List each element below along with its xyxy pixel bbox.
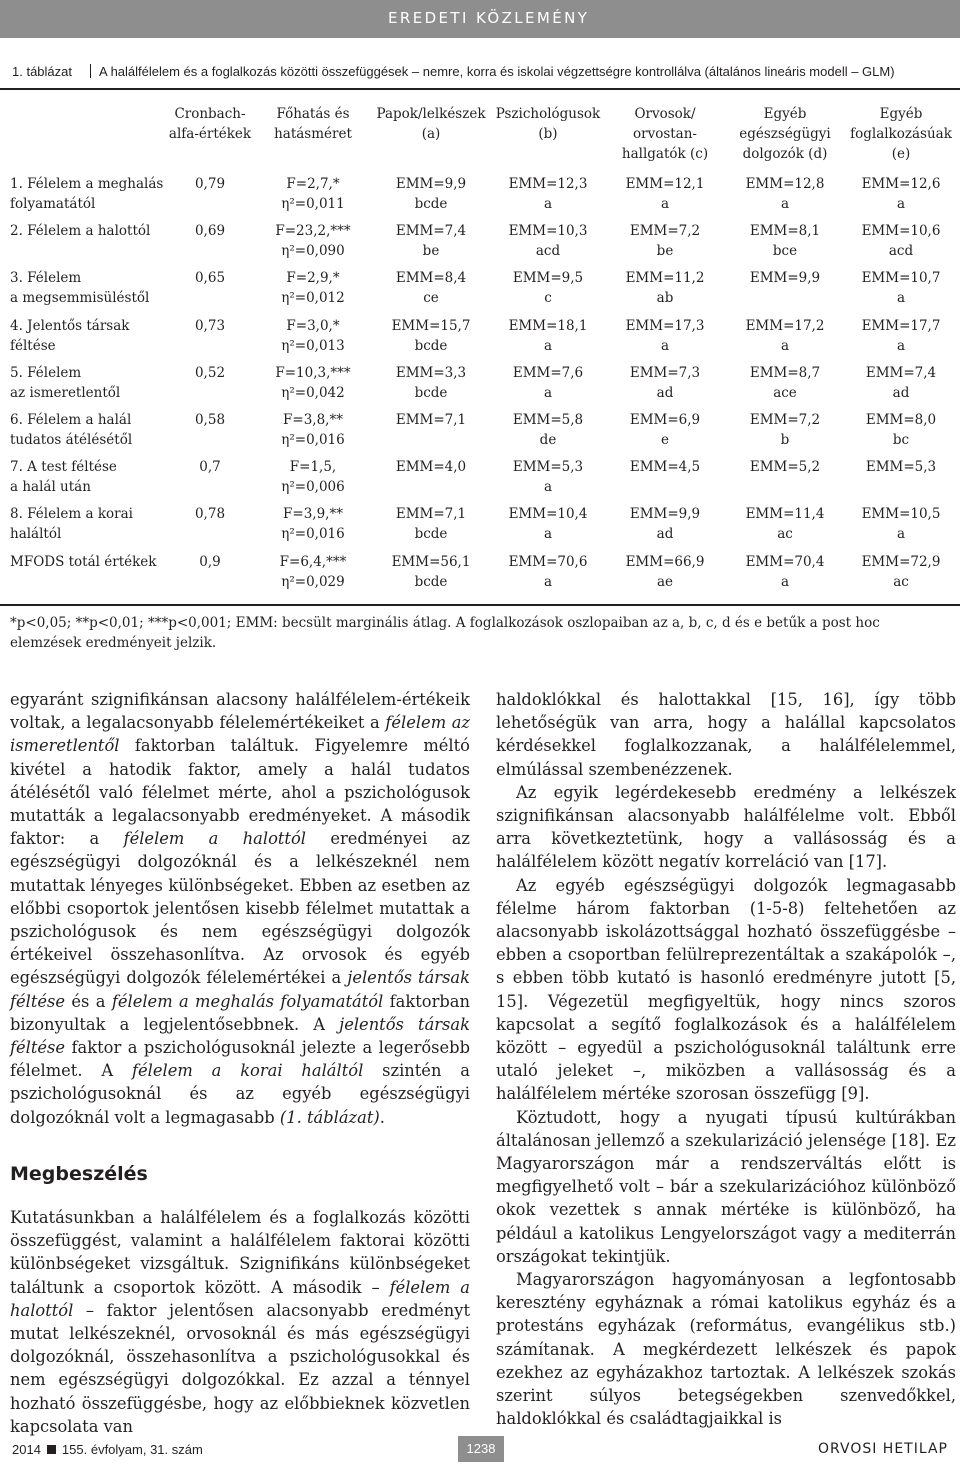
row-label: [10, 410, 132, 450]
row-label: [10, 457, 117, 497]
table-header-line: Egyéb: [879, 106, 923, 122]
left-paragraph-1: [10, 688, 470, 1129]
posthoc-letters: a: [780, 338, 790, 354]
posthoc-letters: ad: [656, 526, 674, 542]
row-label-line: 1. Félelem a meghalás: [10, 176, 164, 192]
effect-line: F=10,3,***: [275, 365, 351, 381]
emm-value: EMM=12,3: [508, 176, 588, 192]
emm-cell-e: [866, 363, 936, 403]
posthoc-letters: ad: [892, 385, 910, 401]
posthoc-letters: ce: [423, 290, 439, 306]
row-label-line: a megsemmisüléstől: [10, 290, 150, 306]
right-paragraph: Az egyéb egészségügyi dolgozók legmagasabb félelme három faktorban (1-5-8) feltehetően az alacsonyabb iskolázottsággal hozható összefüggésbe – ebben a csoportban felülreprezentáltak a szakápolók –, s ebben több kutató is hasonló eredményre jutott [5, 15]. Végezetül megfigyeltük, hogy nincs szoros kapcsolat a segítő foglalkozások és a halálfélelem között – egyedül a pszichológusoknál találtunk erre utaló jeleket –, miközben a vallásosság és a halálfélelem mértéke szorosan összefügg [9].: [496, 875, 956, 1104]
effect-cell: [280, 552, 347, 592]
effect-line: η²=0,042: [281, 385, 345, 401]
posthoc-letters: acd: [535, 243, 561, 259]
effect-line: F=1,5,: [289, 459, 337, 475]
emm-value: EMM=70,4: [745, 554, 825, 570]
emm-value: EMM=18,1: [508, 318, 588, 334]
emm-value: EMM=12,6: [861, 176, 941, 192]
emm-cell-d: [750, 457, 820, 497]
footer-issue: 155. évfolyam, 31. szám: [61, 1442, 203, 1457]
posthoc-letters: acd: [888, 243, 914, 259]
emm-cell-a: [396, 268, 466, 308]
emm-value: EMM=10,7: [861, 270, 941, 286]
emm-cell-a: [396, 221, 466, 261]
posthoc-letters: be: [656, 243, 674, 259]
emm-value: EMM=10,3: [508, 223, 588, 239]
row-label-line: féltése: [10, 338, 56, 354]
body-text: és a: [65, 991, 112, 1011]
emm-cell-e: [862, 174, 941, 214]
posthoc-letters: a: [896, 338, 906, 354]
journal-name: ORVOSI HETILAP: [818, 1441, 948, 1457]
table-header-2: [376, 104, 485, 144]
body-text: faktor a pszichológusoknál jelezte a legerősebb félelmet. A: [10, 1038, 470, 1081]
table-header-1: [274, 104, 352, 144]
effect-line: η²=0,012: [281, 290, 345, 306]
emphasis-text: jelentős társak féltése: [10, 1014, 470, 1058]
body-text: faktorban bizonyultak a legjelentősebbnek. A: [10, 991, 470, 1034]
row-label: [10, 221, 150, 241]
emm-cell-a: [392, 552, 471, 592]
table-header-line: dolgozók (d): [742, 146, 828, 162]
row-label-line: az ismeretlentől: [10, 385, 121, 401]
posthoc-letters: b: [780, 432, 790, 448]
emphasis-text: félelem a korai haláltól: [131, 1061, 364, 1081]
posthoc-letters: [396, 477, 466, 497]
emm-value: EMM=15,7: [391, 318, 471, 334]
table-footnote: *p<0,05; **p<0,01; ***p<0,001; EMM: becsült marginális átlag. A foglalkozások oszlopaiban az a, b, c, d és e betűk a post hoc elemzések eredményeit jelzik.: [10, 615, 880, 651]
emm-cell-d: [746, 504, 825, 544]
posthoc-letters: a: [660, 196, 670, 212]
emm-value: EMM=12,1: [625, 176, 705, 192]
emm-cell-e: [862, 504, 941, 544]
table-header-0: [169, 104, 251, 144]
row-label-line: a halál után: [10, 479, 91, 495]
posthoc-letters: bcde: [414, 574, 448, 590]
body-text: eredményei az egészségügyi dolgozóknál és a lelkészeknél nem mutattak lényeges különbségeket. Ebben az esetben az előbbi csoportok jelentősen kisebb félelmet mutattak a pszichológusok és nem egészségügyi dolgozók értékeivel összehasonlítva. Az orvosok és egyéb egészségügyi dolgozók félelemértékei a: [10, 829, 470, 988]
row-label-line: 5. Félelem: [10, 365, 82, 381]
emm-value: EMM=5,3: [512, 459, 584, 475]
table-header-line: (e): [891, 146, 911, 162]
table-caption-label: 1. táblázat: [12, 64, 72, 79]
emm-cell-d: [750, 221, 820, 261]
emm-value: EMM=8,1: [749, 223, 821, 239]
emm-value: EMM=8,4: [395, 270, 467, 286]
posthoc-letters: ac: [777, 526, 793, 542]
emm-value: EMM=7,2: [629, 223, 701, 239]
alpha-cell: 0,79: [194, 176, 226, 192]
body-text: faktorban találtuk. Figyelemre méltó kivétel a hatodik faktor, amely a halál tudatos átélésétől való félelmet mérte, ahol a pszichológusok mutatták a legalacsonyabb eredményeket. A második faktor: a: [10, 736, 470, 849]
posthoc-letters: c: [544, 290, 552, 306]
emm-value: EMM=10,4: [508, 506, 588, 522]
posthoc-letters: a: [896, 526, 906, 542]
emm-value: EMM=9,9: [749, 270, 821, 286]
emm-cell-b: [509, 221, 588, 261]
effect-line: F=3,0,*: [286, 318, 340, 334]
posthoc-letters: bcde: [414, 338, 448, 354]
emm-value: EMM=7,2: [749, 412, 821, 428]
posthoc-letters: [866, 477, 936, 497]
effect-cell: [281, 174, 344, 214]
table-header-line: Főhatás és: [276, 106, 350, 122]
right-column: [496, 688, 956, 1431]
effect-cell: [281, 457, 344, 497]
effect-line: F=3,9,**: [283, 506, 343, 522]
effect-cell: [281, 316, 344, 356]
table-header-line: Orvosok/: [634, 106, 696, 122]
emm-value: EMM=56,1: [391, 554, 471, 570]
alpha-cell: 0,73: [194, 318, 226, 334]
posthoc-letters: a: [543, 526, 553, 542]
table-header-line: hallgatók (c): [621, 146, 709, 162]
footer-year: 2014: [12, 1442, 41, 1457]
posthoc-letters: [630, 477, 700, 497]
caption-divider: [90, 64, 91, 78]
emm-value: EMM=10,5: [861, 506, 941, 522]
table-header-line: Pszichológusok: [495, 106, 601, 122]
effect-line: F=3,8,**: [283, 412, 343, 428]
row-label-line: 6. Félelem a halál: [10, 412, 132, 428]
emm-cell-b: [513, 268, 583, 308]
body-text: .: [379, 1107, 385, 1127]
emm-cell-a: [396, 174, 466, 214]
table-header-line: egészségügyi: [739, 126, 831, 142]
table-header-line: Egyéb: [763, 106, 807, 122]
emm-value: EMM=7,4: [865, 365, 937, 381]
posthoc-letters: ad: [656, 385, 674, 401]
posthoc-letters: [750, 288, 820, 308]
emm-value: EMM=5,2: [749, 459, 821, 475]
table-header-3: [496, 104, 600, 144]
alpha-cell: 0,69: [194, 223, 226, 239]
posthoc-letters: [750, 477, 820, 497]
posthoc-letters: ab: [656, 290, 674, 306]
emm-value: EMM=17,2: [745, 318, 825, 334]
emm-cell-b: [509, 316, 588, 356]
emm-value: EMM=8,7: [749, 365, 821, 381]
body-text: Kutatásunkban a halálfélelem és a foglalkozás közötti összefüggést, valamint a halálfélelem faktorai közötti különbségeket vizsgáltuk. Szignifikáns különbségeket találtunk a csoportok között. A második –: [10, 1208, 470, 1297]
emm-value: EMM=5,8: [512, 412, 584, 428]
row-label: [10, 504, 133, 544]
emm-value: EMM=7,1: [395, 506, 467, 522]
emm-value: EMM=7,6: [512, 365, 584, 381]
emm-value: EMM=4,5: [629, 459, 701, 475]
effect-cell: [281, 410, 344, 450]
row-label-line: 7. A test féltése: [10, 459, 117, 475]
emm-cell-a: [392, 316, 471, 356]
row-label: [10, 363, 120, 403]
effect-cell: [275, 221, 350, 261]
emm-value: EMM=9,9: [629, 506, 701, 522]
effect-line: η²=0,029: [281, 574, 345, 590]
effect-cell: [275, 363, 350, 403]
posthoc-letters: bce: [772, 243, 798, 259]
emm-cell-b: [513, 363, 583, 403]
section-header-bar: [0, 0, 960, 38]
row-label: [10, 552, 156, 572]
effect-line: F=6,4,***: [279, 554, 347, 570]
emm-cell-a: [396, 410, 466, 450]
posthoc-letters: a: [780, 196, 790, 212]
table-header-line: hatásméret: [274, 126, 352, 142]
emm-cell-c: [630, 363, 700, 403]
emm-cell-c: [626, 174, 705, 214]
right-paragraph: Köztudott, hogy a nyugati típusú kultúrákban általánosan jellemző a szekularizáció jelensége [18]. Ez Magyarországon már a rendszerváltás előtt is megfigyelhető volt – bár a szekularizációhoz különböző okok vezettek s annak mértéke is különböző, ha például a katolikus Lengyelországot vagy a mediterrán országokat tekintjük.: [496, 1107, 956, 1266]
table-caption-text: A halálfélelem és a foglalkozás közötti összefüggések – nemre, korra és iskolai végzettségre kontrollálva (általános lineáris modell – GLM): [99, 64, 895, 79]
effect-line: η²=0,006: [281, 479, 345, 495]
posthoc-letters: ae: [656, 574, 674, 590]
alpha-cell: 0,78: [194, 506, 226, 522]
emm-cell-c: [626, 552, 705, 592]
row-label: [10, 174, 163, 214]
table-header-5: [739, 104, 831, 164]
emphasis-text: félelem a halottól: [10, 1277, 470, 1320]
left-column: [10, 688, 470, 1438]
emm-cell-e: [862, 268, 941, 308]
effect-line: η²=0,013: [281, 338, 345, 354]
emm-cell-e: [862, 552, 941, 592]
section-title: EREDETI KÖZLEMÉNY: [388, 9, 590, 27]
row-label-line: 3. Félelem: [10, 270, 82, 286]
emm-cell-c: [626, 268, 705, 308]
effect-cell: [281, 504, 344, 544]
left-paragraph-2: [10, 1206, 470, 1438]
emm-cell-e: [866, 457, 936, 497]
alpha-cell: 0,52: [194, 365, 226, 381]
posthoc-letters: a: [543, 574, 553, 590]
emm-value: EMM=17,3: [625, 318, 705, 334]
emm-value: EMM=6,9: [629, 412, 701, 428]
table-header-line: Papok/lelkészek: [376, 106, 486, 122]
effect-cell: [281, 268, 344, 308]
emm-cell-d: [746, 316, 825, 356]
posthoc-letters: bcde: [414, 526, 448, 542]
page-footer: [0, 1432, 960, 1464]
emm-cell-b: [509, 504, 588, 544]
emm-value: EMM=66,9: [625, 554, 705, 570]
effect-line: η²=0,090: [281, 243, 345, 259]
posthoc-letters: a: [543, 338, 553, 354]
row-label: [10, 316, 129, 356]
effect-line: η²=0,011: [281, 196, 345, 212]
posthoc-letters: bcde: [414, 385, 448, 401]
emm-cell-d: [750, 268, 820, 308]
emm-value: EMM=17,7: [861, 318, 941, 334]
table-header-4: [622, 104, 708, 164]
right-paragraph: Magyarországon hagyományosan a legfontosabb keresztény egyháznak a római katolikus egyház és a protestáns egyházak (református, evangélikus stb.) számítanak. A megkérdezett lelkészek és papok ezekhez az egyházakhoz tartoztak. A lelkészek szokás szerint súlyos betegségekben szenvedőkkel, haldoklókkal és családtagjaikkal is: [496, 1270, 956, 1429]
emm-value: EMM=4,0: [395, 459, 467, 475]
posthoc-letters: a: [660, 338, 670, 354]
emm-cell-a: [396, 363, 466, 403]
posthoc-letters: bcde: [414, 196, 448, 212]
emphasis-text: félelem a halottól: [123, 829, 306, 849]
emm-cell-d: [750, 410, 820, 450]
effect-line: F=23,2,***: [275, 223, 351, 239]
emm-cell-b: [509, 174, 588, 214]
emm-value: EMM=3,3: [395, 365, 467, 381]
page-number: 1238: [458, 1436, 504, 1462]
emm-value: EMM=70,6: [508, 554, 588, 570]
emm-value: EMM=5,3: [865, 459, 937, 475]
table-header-line: Cronbach-: [174, 106, 246, 122]
posthoc-letters: a: [780, 574, 790, 590]
row-label-line: MFODS totál értékek: [10, 554, 157, 570]
emm-cell-c: [630, 410, 700, 450]
emm-value: EMM=7,1: [395, 412, 467, 428]
emm-value: EMM=10,6: [861, 223, 941, 239]
row-label: [10, 268, 149, 308]
posthoc-letters: [396, 430, 466, 450]
posthoc-letters: ace: [773, 385, 797, 401]
posthoc-letters: be: [422, 243, 440, 259]
effect-line: η²=0,016: [281, 526, 345, 542]
emm-cell-c: [630, 457, 700, 497]
table-header-line: (a): [421, 126, 441, 142]
table-caption: [12, 64, 895, 79]
right-paragraph: haldoklókkal és halottakkal [15, 16], így több lehetőségük van arra, hogy a halállal kapcsolatos kérdésekkel foglalkozzanak, a halálfélelemmel, elmúlással szembenézzenek.: [496, 690, 956, 779]
alpha-cell: 0,7: [199, 459, 221, 475]
posthoc-letters: a: [543, 196, 553, 212]
body-text: egyaránt szignifikánsan alacsony halálfélelem-értékeik voltak, a legalacsonyabb félelemértékeiket a: [10, 690, 470, 733]
emm-value: EMM=9,9: [395, 176, 467, 192]
emm-cell-c: [630, 504, 700, 544]
table-top-rule: [0, 88, 960, 90]
table-header-line: alfa-értékek: [168, 126, 252, 142]
row-label-line: haláltól: [10, 526, 62, 542]
emm-cell-d: [746, 174, 825, 214]
emm-cell-c: [626, 316, 705, 356]
row-label-line: 8. Félelem a korai: [10, 506, 133, 522]
row-label-line: folyamatától: [10, 196, 96, 212]
emm-cell-b: [513, 410, 583, 450]
emm-cell-b: [509, 552, 588, 592]
posthoc-letters: de: [539, 432, 557, 448]
emm-cell-a: [396, 457, 466, 497]
effect-line: F=2,9,*: [286, 270, 340, 286]
emm-value: EMM=11,2: [625, 270, 705, 286]
square-bullet-icon: [47, 1445, 56, 1454]
table-header-line: foglalkozásúak: [850, 126, 952, 142]
posthoc-letters: bc: [892, 432, 910, 448]
section-heading: Megbeszélés: [10, 1162, 148, 1185]
emphasis-text: jelentős társak féltése: [10, 968, 470, 1011]
effect-line: η²=0,016: [281, 432, 345, 448]
posthoc-letters: a: [543, 479, 553, 495]
emm-cell-e: [862, 316, 941, 356]
emphasis-text: félelem az ismeretlentől: [10, 713, 470, 756]
alpha-cell: 0,65: [194, 270, 226, 286]
table-bottom-rule: [0, 604, 960, 606]
body-text: szintén a pszichológusoknál és az egyéb egészségügyi dolgozóknál volt a legmagasabb: [10, 1061, 470, 1127]
emm-value: EMM=11,4: [745, 506, 825, 522]
posthoc-letters: ac: [893, 574, 909, 590]
row-label-line: 2. Félelem a halottól: [10, 223, 151, 239]
posthoc-letters: a: [896, 196, 906, 212]
emm-cell-b: [513, 457, 583, 497]
emm-cell-a: [396, 504, 466, 544]
emm-value: EMM=8,0: [865, 412, 937, 428]
emm-cell-d: [746, 552, 825, 592]
right-paragraph: Az egyik legérdekesebb eredmény a lelkészek szignifikánsan alacsonyabb halálfélelme volt. Ebből arra következtetünk, hogy a vallásosság és a halálfélelem között negatív korreláció van [17].: [496, 782, 956, 872]
emm-value: EMM=12,8: [745, 176, 825, 192]
emm-value: EMM=9,5: [512, 270, 584, 286]
emm-value: EMM=72,9: [861, 554, 941, 570]
table-header-line: orvostan-: [632, 126, 697, 142]
effect-line: F=2,7,*: [286, 176, 340, 192]
posthoc-letters: a: [543, 385, 553, 401]
emm-cell-d: [750, 363, 820, 403]
emm-cell-c: [630, 221, 700, 261]
emm-value: EMM=7,3: [629, 365, 701, 381]
posthoc-letters: a: [896, 290, 906, 306]
posthoc-letters: e: [660, 432, 669, 448]
emm-value: EMM=7,4: [395, 223, 467, 239]
emm-cell-e: [866, 410, 936, 450]
body-text: – faktor jelentősen alacsonyabb eredményt mutat lelkészeknél, orvosoknál és más egészségügyi dolgozóknál, összehasonlítva a pszichológusokkal és nem egészségügyi dolgozókkal. Ez azzal a ténnyel hozható összefüggésbe, hogy az előbbieknek közvetlen kapcsolata van: [10, 1300, 470, 1436]
table-header-6: [850, 104, 952, 164]
emphasis-text: félelem a meghalás folyamatától: [111, 991, 384, 1011]
alpha-cell: 0,9: [199, 554, 221, 570]
footer-issue-info: [12, 1442, 203, 1457]
row-label-line: tudatos átélésétől: [10, 432, 133, 448]
table-header-line: (b): [538, 126, 558, 142]
emphasis-text: (1. táblázat): [279, 1107, 380, 1127]
emm-cell-e: [862, 221, 941, 261]
alpha-cell: 0,58: [194, 412, 226, 428]
row-label-line: 4. Jelentős társak: [10, 318, 130, 334]
